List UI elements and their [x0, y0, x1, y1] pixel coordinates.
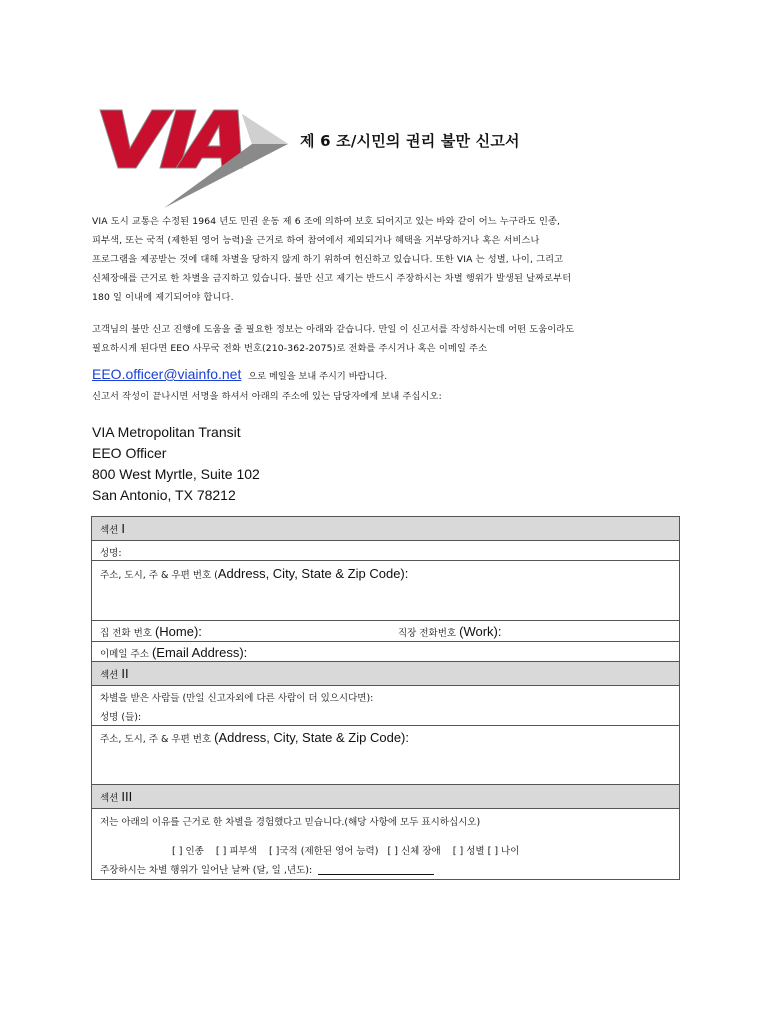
section-2-header: [92, 662, 679, 686]
section-label: 섹션: [100, 525, 119, 536]
section-label: 섹션: [100, 670, 119, 681]
incident-date-label: [100, 862, 434, 876]
name-label: 성명:: [100, 548, 122, 559]
victim-address-label: [100, 730, 409, 745]
basis-options-row[interactable]: [92, 841, 679, 859]
intro-line: VIA 도시 교통은 수정된 1964 년도 민권 운동 제 6 조에 의하여 보호 되어지고 있는 바와 같이 어느 누구라도 인종,: [92, 216, 561, 227]
intro-paragraph: [92, 212, 682, 307]
email-suffix: 으로 메일을 보내 주시기 바랍니다.: [248, 371, 388, 382]
victims-row: [92, 686, 679, 706]
work-label-en: (Work):: [459, 624, 502, 639]
intro-line: 180 일 이내에 제기되어야 합니다.: [92, 292, 234, 303]
work-label-ko: 직장 전화번호: [398, 628, 457, 639]
incident-date-row[interactable]: [92, 859, 679, 879]
basis-instruction: 저는 아래의 이유를 근거로 한 차별을 경험했다고 믿습니다.(해당 사항에 모두 표시하십시오): [100, 817, 481, 828]
victim-names-label: 성명 (들):: [100, 712, 142, 723]
help-line: 고객님의 불만 신고 진행에 도움을 줄 필요한 정보는 아래와 같습니다. 만일 이 신고서를 작성하시는데 어떤 도움이라도: [92, 324, 575, 335]
address-label-en: Address, City, State & Zip Code):: [217, 566, 409, 581]
basis-options[interactable]: [ ] 인종 [ ] 피부색 [ ]국적 (제한된 영어 능력) [ ] 신체 장애 [ ] 성별 [ ] 나이: [172, 846, 520, 857]
section-number: II: [121, 666, 129, 681]
eeo-email-link[interactable]: EEO.officer@viainfo.net: [92, 366, 242, 382]
address-line: San Antonio, TX 78212: [92, 487, 236, 503]
address-line: EEO Officer: [92, 445, 167, 461]
home-label-en: (Home):: [154, 624, 202, 639]
section-number: I: [121, 521, 126, 536]
intro-line: 프로그램을 제공받는 것에 대해 차별을 당하지 않게 하기 위하여 헌신하고 있습니다. 또한 VIA 는 성별, 나이, 그리고: [92, 254, 564, 265]
section-3-header: [92, 785, 679, 809]
work-phone-label: [398, 624, 502, 639]
home-phone-label: [100, 624, 202, 639]
email-line: [92, 366, 387, 382]
mailing-address: [92, 422, 260, 506]
address-line: VIA Metropolitan Transit: [92, 424, 241, 440]
intro-line: 피부색, 또는 국적 (제한된 영어 능력)을 근거로 하여 참여에서 제외되거나 혜택을 거부당하거나 혹은 서비스나: [92, 235, 540, 246]
section-number: III: [121, 789, 133, 804]
victim-address-label-ko: 주소, 도시, 주 & 우편 번호: [100, 734, 212, 745]
victims-label: 차별을 받은 사람들 (만일 신고자외에 다른 사람이 더 있으시다면):: [100, 693, 374, 704]
basis-instruction-row: [92, 809, 679, 835]
page-title: 제 6 조/시민의 권리 불만 신고서: [300, 132, 520, 150]
section-1-header: [92, 517, 679, 541]
email-label-en: (Email Address):: [151, 645, 248, 660]
help-paragraph: [92, 320, 682, 358]
complaint-form: [91, 516, 680, 880]
address-row[interactable]: [92, 561, 679, 621]
incident-date-blank[interactable]: [318, 864, 434, 875]
section-label: 섹션: [100, 793, 119, 804]
email-label: [100, 645, 247, 660]
victim-names-row[interactable]: [92, 706, 679, 726]
intro-line: 신체장애를 근거로 한 차별을 금지하고 있습니다. 불만 신고 제기는 반드시 주장하시는 차별 행위가 발생된 날짜로부터: [92, 273, 572, 284]
help-line: 필요하시게 된다면 EEO 사무국 전화 번호(210-362-2075)로 전화를 주시거나 혹은 이메일 주소: [92, 343, 488, 354]
submit-instruction: 신고서 작성이 끝나시면 서명을 하셔서 아래의 주소에 있는 담당자에게 보내 주십시오:: [92, 391, 442, 402]
victim-address-row[interactable]: [92, 726, 679, 785]
address-line: 800 West Myrtle, Suite 102: [92, 466, 260, 482]
via-logo: [92, 92, 292, 210]
address-label-ko: 주소, 도시, 주 & 우편 번호 (: [100, 570, 218, 581]
email-label-ko: 이메일 주소: [100, 649, 149, 660]
name-row[interactable]: [92, 541, 679, 561]
email-row[interactable]: [92, 642, 679, 662]
page-header: [92, 92, 652, 212]
address-label: [100, 566, 408, 581]
incident-date-text: 주장하시는 차별 행위가 일어난 날짜 (달, 일 ,년도):: [100, 865, 313, 876]
home-label-ko: 집 전화 번호: [100, 628, 152, 639]
victim-address-label-en: (Address, City, State & Zip Code):: [214, 730, 410, 745]
phone-row[interactable]: [92, 621, 679, 642]
